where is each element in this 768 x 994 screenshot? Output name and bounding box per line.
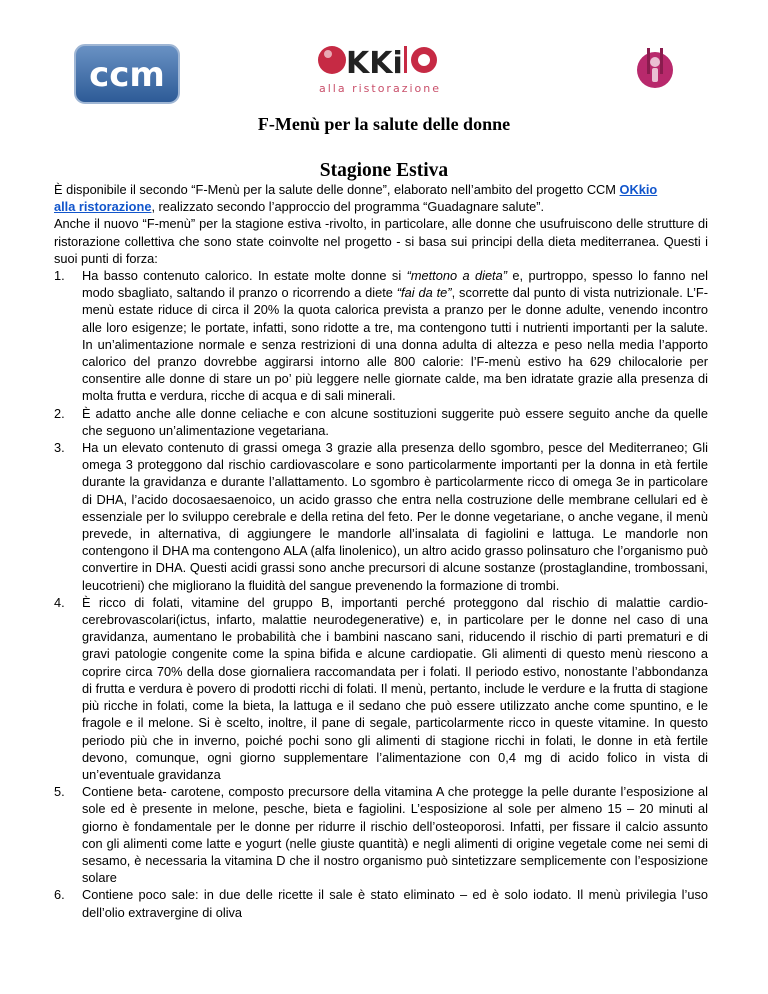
intro-text-end: , realizzato secondo l’approccio del programma “Guadagnare salute”.	[151, 199, 545, 215]
strengths-list	[54, 267, 708, 921]
list-text: Ha un elevato contenuto di grassi omega 3 grazie alla presenza dello sgombro, pesce del Mediterraneo; Gli omega 3 proteggono dal rischio cardiovascolare e sono particolarmente importanti per la donna in età fertile durante la gravidanza e durante l’allattamento. Lo sgombro è particolarmente ricco di omega 3e in particolare di DHA, l’acido docosaesaenoico, un acido grasso che entra nella costruzione delle membrane cellulari ed è essenziale per lo sviluppo cerebrale e della retina del feto. Per le donne vegetariane, o anche vegane, il menù prevede, in alternativa, di aggiungere le mandorle all’insalata di fagiolini e lattuga. Le mandorle non contengono il DHA ma contengono ALA (alfa linolenico), un altro acido grasso polinsaturo che l’organismo può convertire in DHA. Questi acidi grassi sono anche precursori di alcune sostanze (prostaglandine, trombossani, leucotrieni) che migliorano la fluidità del sangue prevenendo la formazione di trombi.	[82, 440, 708, 593]
page-title: F-Menù per la salute delle donne	[257, 114, 511, 134]
list-item	[54, 783, 708, 886]
intro-paragraph-2: Anche il nuovo “F-menù” per la stagione estiva -rivolto, in particolare, alle donne che usufruiscono delle strutture di ristorazione collettiva che sono state coinvolte nel progetto - si basa sui principi della dieta mediterranea. Questi i suoi punti di forza:	[54, 216, 708, 266]
list-item	[54, 267, 708, 405]
list-text: Ha basso contenuto calorico. In estate molte donne si	[82, 268, 407, 284]
list-item	[54, 886, 708, 920]
list-number: 3.	[54, 440, 65, 456]
okkio-link[interactable]: OKkio	[619, 182, 658, 197]
list-number: 5.	[54, 784, 65, 800]
okkio-logo	[316, 40, 446, 96]
list-text: È adatto anche alle donne celiache e con alcune sostituzioni suggerite può essere seguito anche da quelle che seguono un’alimentazione vegetariana.	[82, 405, 708, 438]
list-text: Contiene beta- carotene, composto precursore della vitamina A che protegge la pelle durante l’esposizione al sole ed è presente in melone, pesche, bieta e fagiolini. L’esposizione al sole per almeno 15 – 20 minuti al giorno è fondamentale per le donne per ridurre il rischio dell’osteoporosi. Infatti, per fissare il calcio assunto con gli alimenti come latte e yogurt (nelle giuste quantità) e negli alimenti di origine vegetale come nei semi di sesamo, è necessaria la vitamina D che il nostro organismo può sintetizzare semplicemente con l’esposizione solare	[82, 784, 708, 886]
list-number: 6.	[54, 887, 65, 903]
women-health-logo	[636, 40, 674, 98]
ccm-logo	[74, 44, 180, 104]
list-number: 2.	[54, 405, 65, 421]
alla-ristorazione-link[interactable]: alla ristorazione	[54, 199, 152, 215]
season-subtitle: Stagione Estiva	[319, 160, 449, 181]
svg-text:KKi: KKi	[346, 46, 403, 81]
svg-text:alla ristorazione: alla ristorazione	[318, 82, 442, 95]
intro-paragraph	[54, 181, 708, 215]
list-text: È ricco di folati, vitamine del gruppo B, importanti perché proteggono dal rischio di malattie cardio-cerebrovascolari(ictus, infarto, malattie neurodegenerative) e, in particolare per le donne nel caso di una gravidanza, aumentano le probabilità che i bambini nascano sani, riducendo il rischio di parti prematuri e di gravi patologie congenite come la spina bifida e alcune cardiopatie. Gli alimenti di questo menù riescono a coprire circa 70% della dose giornaliera raccomandata per i folati. Il periodo estivo, nonostante l’abbondanza di frutta e verdura è povero di prodotti ricchi di folati. Il menù, pertanto, include le verdure e la frutta di stagione più ricche in folati, come la bieta, la lattuga e il sedano che può essere utilizzato anche come spuntino, e le fragole e il melone. Si è scelto, inoltre, il pane di segale, particolarmente ricco in queste vitamine. In questo periodo più che in inverno, poiché pochi sono gli alimenti di stagione ricchi in folati, le donne in età fertile devono, comunque, ogni giorno supplementare l’alimentazione con 0,4 mg di acido folico in vista di un’eventuale gravidanza	[82, 594, 708, 782]
list-number: 1.	[54, 268, 65, 284]
emphasis-text: “fai da te”	[396, 285, 452, 301]
svg-text:ccm: ccm	[89, 55, 165, 95]
list-text: , scorrette dal punto di vista nutrizionale. L’F-menù estate riduce di circa il 20% la quota calorica prevista a pranzo per le donne adulte, venendo incontro alle loro esigenze; le portate, infatti, sono ridotte a tre, ma contengono tutti i nutrienti importanti per la salute. In un’alimentazione normale e senza restrizioni di una donna adulta di altezza e peso nella media l’apporto calorico del pranzo dovrebbe aggirarsi intorno alle 800 calorie: l’F-menù estivo ha 629 chilocalorie per consentire alle donne di stare un po’ più leggere nelle giornate calde, ma ben idratate grazie alla presenza di molta frutta e verdura, ricche di acqua e di sali minerali.	[82, 285, 709, 404]
list-item	[54, 405, 708, 439]
document-body	[54, 181, 708, 921]
list-number: 4.	[54, 594, 65, 610]
list-text: Contiene poco sale: in due delle ricette il sale è stato eliminato – ed è solo iodato. Il menù privilegia l’uso dell’olio extravergine di oliva	[82, 887, 708, 920]
list-item	[54, 594, 708, 783]
intro-text: È disponibile il secondo “F-Menù per la salute delle donne”, elaborato nell’ambito del progetto CCM	[54, 182, 620, 197]
list-item	[54, 439, 708, 594]
emphasis-text: “mettono a dieta”	[406, 268, 507, 284]
list-text: e, purtroppo, spesso lo fanno nel modo sbagliato, saltando il pranzo o ricorrendo a diete	[82, 268, 708, 301]
